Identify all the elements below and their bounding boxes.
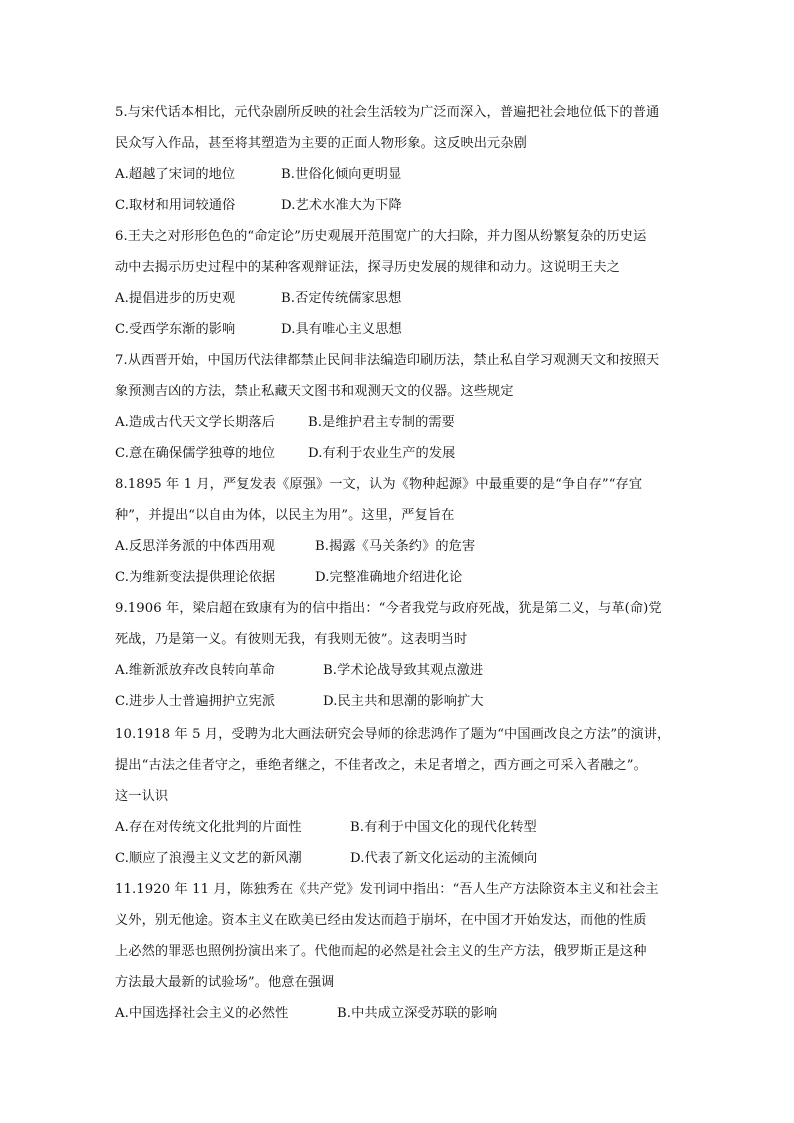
option-a: A.反思洋务派的中体西用观 xyxy=(115,539,276,554)
question-text: 9.1906 年，梁启超在致康有为的信中指出：“今者我党与政府死战，犹是第二义，与革(命)党 xyxy=(115,601,662,616)
option-c: C.取材和用词较通俗 xyxy=(115,198,236,213)
option-d: D.有利于农业生产的发展 xyxy=(308,446,456,461)
option-a: A.维新派放弃改良转向革命 xyxy=(115,663,276,678)
question-text: 提出“古法之佳者守之，垂绝者继之，不佳者改之，未足者增之，西方画之可采入者融之”。 xyxy=(115,758,647,773)
options-row xyxy=(115,314,680,345)
question-8 xyxy=(115,469,680,593)
option-d: D.艺术水准大为下降 xyxy=(281,198,402,213)
option-b: B.揭露《马关条约》的危害 xyxy=(315,539,476,554)
question-7 xyxy=(115,345,680,469)
question-text: 方法最大最新的试验场”。他意在强调 xyxy=(115,975,335,990)
question-text: 死战，乃是第一义。有彼则无我，有我则无彼”。这表明当时 xyxy=(115,632,468,647)
option-d: D.民主共和思潮的影响扩大 xyxy=(323,694,484,709)
options-row xyxy=(115,190,680,221)
question-text: 8.1895 年 1 月，严复发表《原强》一文，认为《物种起源》中最重要的是“争自存”“存宜 xyxy=(115,477,643,492)
options-row xyxy=(115,562,680,593)
question-text: 11.1920 年 11 月，陈独秀在《共产党》发刊词中指出：“吾人生产方法除资本主义和社会主 xyxy=(115,882,659,897)
option-a: A.中国选择社会主义的必然性 xyxy=(115,1006,289,1021)
option-b: B.否定传统儒家思想 xyxy=(281,291,402,306)
options-row xyxy=(115,843,680,874)
option-c: C.受西学东渐的影响 xyxy=(115,322,236,337)
options-row xyxy=(115,407,680,438)
option-d: D.具有唯心主义思想 xyxy=(281,322,402,337)
question-text: 上必然的罪恶也照例扮演出来了。代他而起的必然是社会主义的生产方法，俄罗斯正是这种 xyxy=(115,944,647,959)
question-9 xyxy=(115,593,680,717)
question-6 xyxy=(115,221,680,345)
question-text: 种”，并提出“以自由为体，以民主为用”。这里，严复旨在 xyxy=(115,508,455,523)
question-text: 这一认识 xyxy=(115,789,169,804)
options-row xyxy=(115,438,680,469)
option-d: D.完整准确地介绍进化论 xyxy=(315,570,463,585)
options-row xyxy=(115,531,680,562)
question-text: 7.从西晋开始，中国历代法律都禁止民间非法编造印刷历法，禁止私自学习观测天文和按照天 xyxy=(115,353,660,368)
question-text: 10.1918 年 5 月，受聘为北大画法研究会导师的徐悲鸿作了题为“中国画改良之方法”的演讲， xyxy=(115,727,671,742)
options-row xyxy=(115,812,680,843)
option-b: B.有利于中国文化的现代化转型 xyxy=(350,820,537,835)
option-b: B.学术论战导致其观点激进 xyxy=(323,663,484,678)
options-row xyxy=(115,283,680,314)
option-b: B.世俗化倾向更明显 xyxy=(281,167,402,182)
option-a: A.存在对传统文化批判的片面性 xyxy=(115,820,302,835)
option-a: A.提倡进步的历史观 xyxy=(115,291,236,306)
option-a: A.超越了宋词的地位 xyxy=(115,167,236,182)
option-c: C.意在确保儒学独尊的地位 xyxy=(115,446,276,461)
question-5 xyxy=(115,97,680,221)
question-11 xyxy=(115,874,680,1029)
question-text: 义外，别无他途。资本主义在欧美已经由发达而趋于崩坏，在中国才开始发达，而他的性质 xyxy=(115,913,647,928)
question-text: 象预测吉凶的方法，禁止私藏天文图书和观测天文的仪器。这些规定 xyxy=(115,384,514,399)
option-b: B.是维护君主专制的需要 xyxy=(308,415,455,430)
option-c: C.顺应了浪漫主义文艺的新风潮 xyxy=(115,851,302,866)
question-text: 动中去揭示历史过程中的某种客观辩证法，探寻历史发展的规律和动力。这说明王夫之 xyxy=(115,260,620,275)
options-row xyxy=(115,686,680,717)
question-text: 5.与宋代话本相比，元代杂剧所反映的社会生活较为广泛而深入，普遍把社会地位低下的普通 xyxy=(115,105,660,120)
option-c: C.进步人士普遍拥护立宪派 xyxy=(115,694,276,709)
question-text: 6.王夫之对形形色色的“命定论”历史观展开范围宽广的大扫除，并力图从纷繁复杂的历史运 xyxy=(115,229,647,244)
question-10 xyxy=(115,719,680,874)
options-row xyxy=(115,655,680,686)
options-row xyxy=(115,998,680,1029)
option-b: B.中共成立深受苏联的影响 xyxy=(337,1006,498,1021)
question-text: 民众写入作品，甚至将其塑造为主要的正面人物形象。这反映出元杂剧 xyxy=(115,136,527,151)
option-d: D.代表了新文化运动的主流倾向 xyxy=(350,851,538,866)
options-row xyxy=(115,159,680,190)
option-a: A.造成古代天文学长期落后 xyxy=(115,415,276,430)
option-c: C.为维新变法提供理论依据 xyxy=(115,570,276,585)
